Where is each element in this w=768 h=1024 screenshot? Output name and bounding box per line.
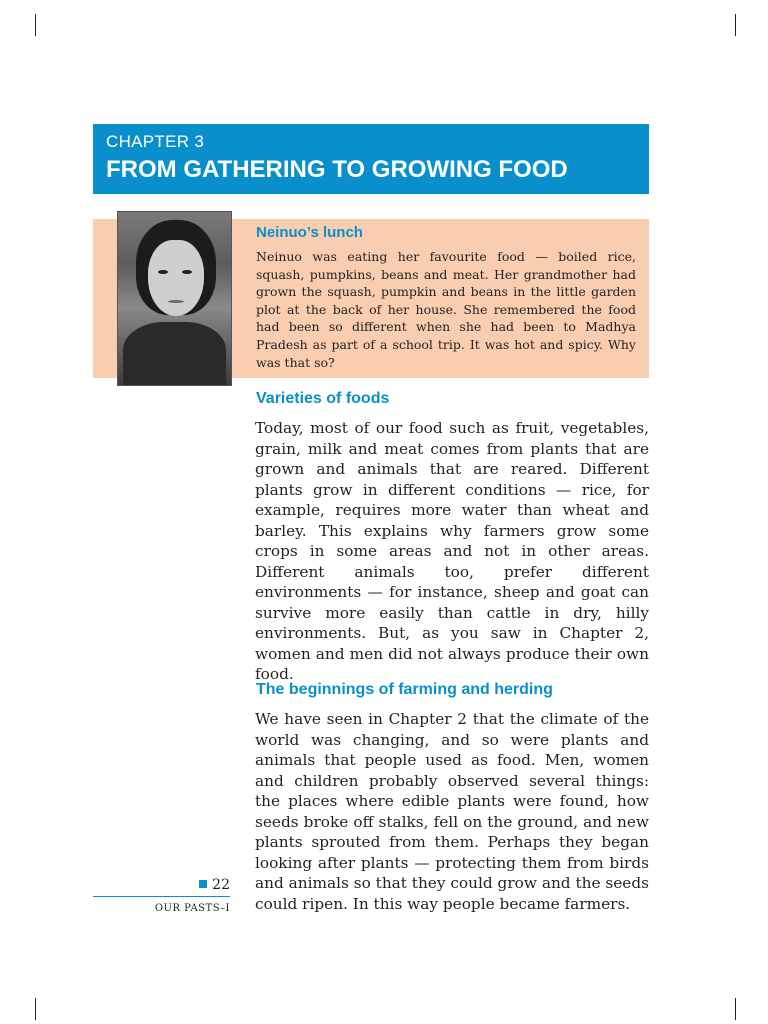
girl-photo bbox=[117, 211, 232, 386]
book-title: OUR PASTS–I bbox=[154, 903, 230, 914]
chapter-title: FROM GATHERING TO GROWING FOOD bbox=[106, 156, 568, 183]
section-text-beginnings: We have seen in Chapter 2 that the climate of the world was changing, and so were plants and animals that people used as food. Men, women and children probably observed several things: the places where edible plants were found, how seeds broke off stalks, fell on the ground, and new plants sprouted from them. Perhaps they began looking after plants — protecting them from birds and animals so that they could grow and the seeds could ripen. In this way people became farmers. bbox=[255, 710, 649, 913]
chapter-header bbox=[93, 124, 649, 194]
page-number bbox=[160, 876, 230, 894]
chapter-label: CHAPTER 3 bbox=[106, 132, 205, 151]
crop-mark-bottom-left bbox=[35, 998, 36, 1020]
footer-rule bbox=[93, 896, 230, 897]
page-number-text: 22 bbox=[212, 877, 230, 893]
crop-mark-top-right bbox=[735, 14, 736, 36]
crop-mark-bottom-right bbox=[735, 998, 736, 1020]
section-text-varieties: Today, most of our food such as fruit, vegetables, grain, milk and meat comes from plants that are grown and animals that are reared. Different plants grow in different conditions — rice, for example, requires more water than wheat and barley. This explains why farmers grow some crops in some areas and not in other areas. Different animals too, prefer different environments — for instance, sheep and goat can survive more easily than cattle in dry, hilly environments. But, as you saw in Chapter 2, women and men did not always produce their own food. bbox=[255, 419, 649, 683]
lunch-heading: Neinuo’s lunch bbox=[256, 224, 363, 241]
lunch-text: Neinuo was eating her favourite food — boiled rice, squash, pumpkins, beans and meat. Her grandmother had grown the squash, pumpkin and beans in the little garden plot at the back of her house. She remembered the food had been so different when she had been to Madhya Pradesh as part of a school trip. It was hot and spicy. Why was that so? bbox=[256, 249, 636, 370]
section-heading-beginnings: The beginnings of farming and herding bbox=[256, 681, 553, 698]
section-heading-varieties: Varieties of foods bbox=[256, 390, 390, 407]
square-bullet-icon bbox=[199, 880, 207, 888]
crop-mark-top-left bbox=[35, 14, 36, 36]
